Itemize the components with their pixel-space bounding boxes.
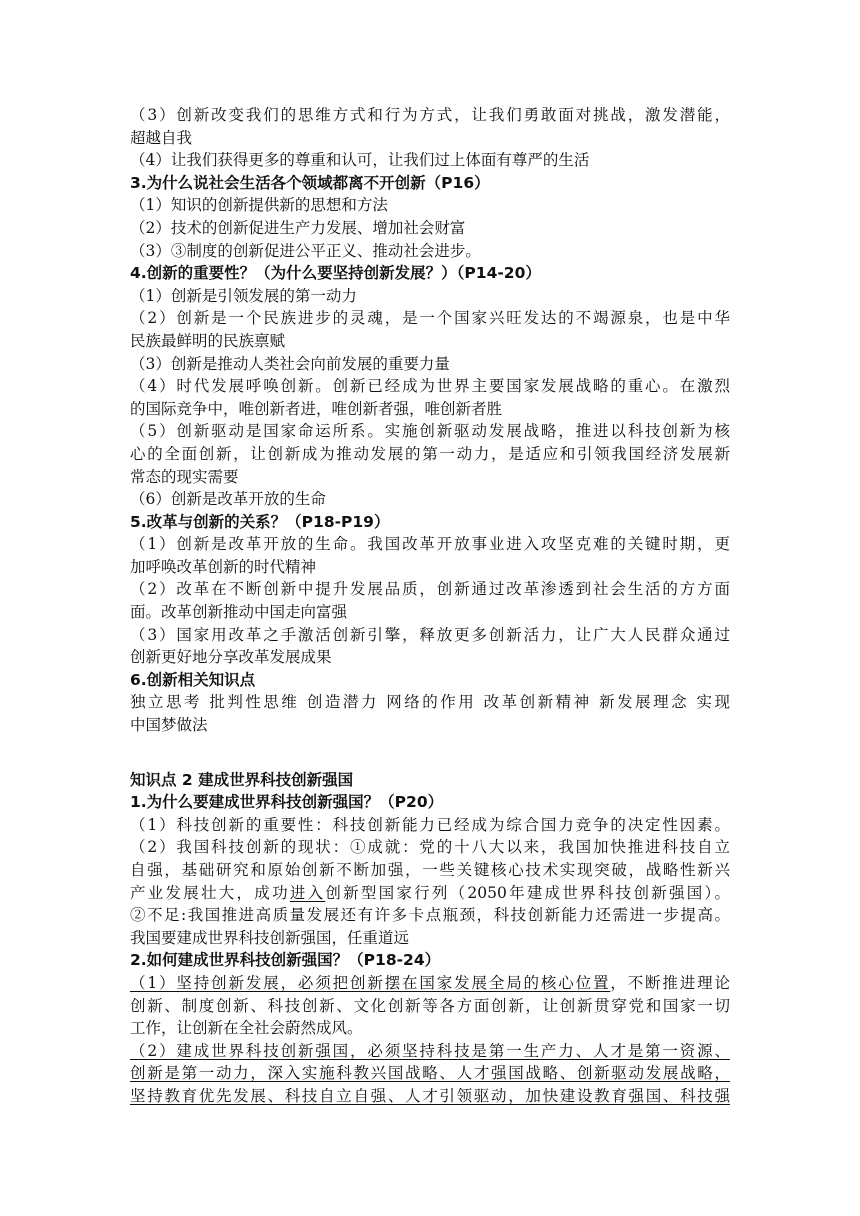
q5-item-2-line2: 面。改革创新推动中国走向富强 [130,603,348,622]
document-page [130,104,730,1108]
q5-item-1-line1: （1）创新是改革开放的生命。我国改革开放事业进入攻坚克难的关键时期，更 [130,535,730,554]
kp2-q1-line3-pre: 产业发展壮大，成功 [130,883,290,902]
kp2-q2-item-1-line3: 工作，让创新在全社会蔚然成风。 [130,1019,363,1038]
kp2-q1-item-2-line4: ②不足:我国推进高质量发展还有许多卡点瓶颈，科技创新能力还需进一步提高。 [130,906,730,925]
q4-item-5-line2: 心的全面创新，让创新成为推动发展的第一动力，是适应和引领我国经济发展新 [130,444,730,463]
q4-item-6: （6）创新是改革开放的生命 [130,490,326,509]
q4-item-5-line3: 常态的现实需要 [130,467,239,486]
sec1-item3-line1: （3）创新改变我们的思维方式和行为方式，让我们勇敢面对挑战，激发潜能， [130,106,730,124]
kp2-q2-item-1-line1 [130,972,730,995]
q4-item-4-line1: （4）时代发展呼唤创新。创新已经成为世界主要国家发展战略的重心。在激烈 [130,377,730,396]
kp2-q1-item-2-line5: 我国要建成世界科技创新强国，任重道远 [130,928,410,947]
kp2-q1-line3-post: 创新型国家行列（2050年建成世界科技创新强国）。 [325,883,730,902]
q5-item-1-line2: 加呼唤改革创新的时代精神 [130,557,317,576]
q3-heading: 3.为什么说社会生活各个领域都离不开创新（P16） [130,173,490,192]
q4-heading: 4.创新的重要性？（为什么要坚持创新发展？）（P14-20） [130,264,541,283]
kp2-q2-item-2-line1: （2）建成世界科技创新强国，必须坚持科技是第一生产力、人才是第一资源、 [130,1041,730,1060]
kp2-q1-item-1: （1）科技创新的重要性：科技创新能力已经成为综合国力竞争的决定性因素。 [130,815,730,834]
sec1-item4: （4）让我们获得更多的尊重和认可，让我们过上体面有尊严的生活 [130,151,590,170]
q4-item-1: （1）创新是引领发展的第一动力 [130,286,357,305]
kp2-q2-item-2-line3: 坚持教育优先发展、科技自立自强、人才引领驱动，加快建设教育强国、科技强 [130,1086,730,1105]
kp2-q2-line1-post: ，不断推进理论 [610,973,730,992]
sec1-item3-line2: 超越自我 [130,128,193,147]
kp2-q2-heading: 2.如何建成世界科技创新强国？（P18-24） [130,951,441,970]
kp2-q1-item-2-line2: 自强，基础研究和原始创新不断加强，一些关键核心技术实现突破，战略性新兴 [130,861,730,879]
q5-item-3-line2: 创新更好地分享改革发展成果 [130,648,332,667]
kp2-q2-item-1-line2: 创新、制度创新、科技创新、文化创新等各方面创新，让创新贯穿党和国家一切 [130,996,730,1015]
kp2-title: 知识点 2 建成世界科技创新强国 [130,770,354,789]
q3-item-3: （3）③制度的创新促进公平正义、推动社会进步。 [130,241,481,260]
kp2-q1-item-2-line3 [130,882,730,905]
q6-line2: 中国梦做法 [130,716,208,735]
q4-item-3: （3）创新是推动人类社会向前发展的重要力量 [130,354,450,373]
q5-item-2-line1: （2）改革在不断创新中提升发展品质，创新通过改革渗透到社会生活的方方面 [130,580,730,599]
q6-heading: 6.创新相关知识点 [130,670,256,689]
kp2-q1-underlined-text: 进入 [289,883,326,902]
q4-item-5-line1: （5）创新驱动是国家命运所系。实施创新驱动发展战略，推进以科技创新为核 [130,422,730,441]
kp2-q2-item-2-line2: 创新是第一动力，深入实施科教兴国战略、人才强国战略、创新驱动发展战略， [130,1064,730,1083]
q3-item-2: （2）技术的创新促进生产力发展、增加社会财富 [130,218,466,237]
kp2-q2-underlined-text: （1）坚持创新发展，必须把创新摆在国家发展全局的核心位置 [130,973,611,992]
q4-item-2-line2: 民族最鲜明的民族禀赋 [130,331,286,350]
q4-item-4-line2: 的国际竞争中，唯创新者进，唯创新者强，唯创新者胜 [130,399,503,418]
q5-heading: 5.改革与创新的关系？（P18-P19） [130,512,390,531]
q3-item-1: （1）知识的创新提供新的思想和方法 [130,196,388,215]
kp2-q1-item-2-line1: （2）我国科技创新的现状：①成就：党的十八大以来，我国加快推进科技自立 [130,838,730,857]
q6-line1: 独立思考 批判性思维 创造潜力 网络的作用 改革创新精神 新发展理念 实现 [130,693,730,712]
q5-item-3-line1: （3）国家用改革之手激活创新引擎，释放更多创新活力，让广大人民群众通过 [130,625,730,644]
q4-item-2-line1: （2）创新是一个民族进步的灵魂，是一个国家兴旺发达的不竭源泉，也是中华 [130,309,730,328]
section-gap [130,737,730,769]
kp2-q1-heading: 1.为什么要建成世界科技创新强国？（P20） [130,793,444,812]
